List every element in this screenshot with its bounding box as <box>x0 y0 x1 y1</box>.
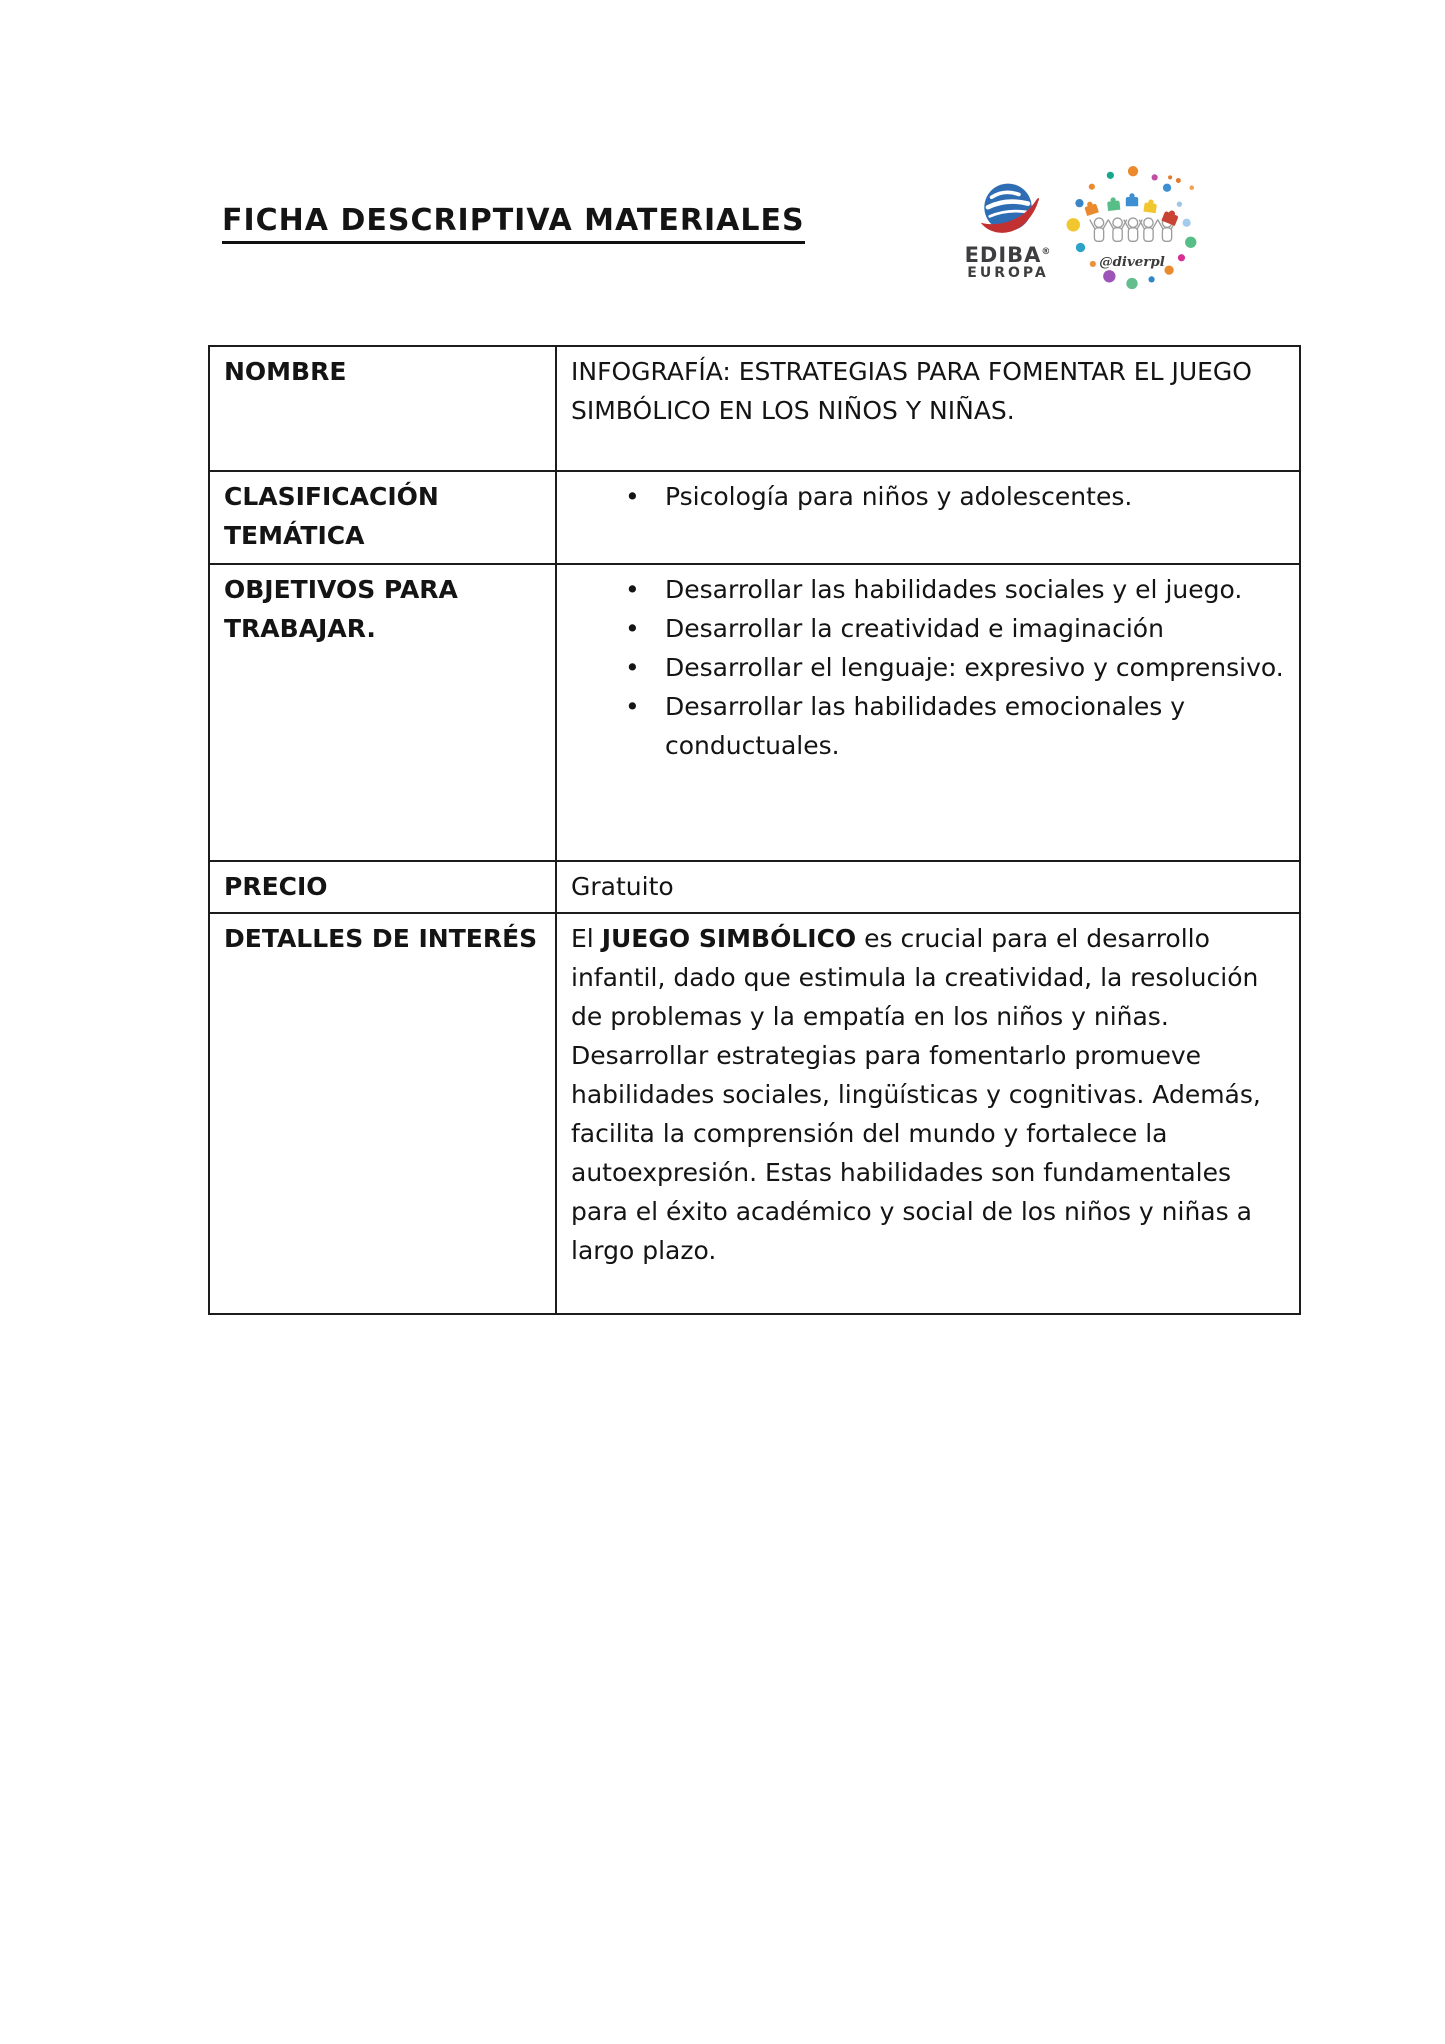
row-value-objetivos <box>556 564 1300 861</box>
row-value-nombre: INFOGRAFÍA: ESTRATEGIAS PARA FOMENTAR EL JUEGO SIMBÓLICO EN LOS NIÑOS Y NIÑAS. <box>556 346 1300 471</box>
bullet-list <box>571 477 1285 516</box>
materials-table <box>208 345 1301 1315</box>
row-label-objetivos: OBJETIVOS PARA TRABAJAR. <box>209 564 556 861</box>
diver-handle-text: @diverpl <box>1099 254 1165 270</box>
diver-logo <box>1064 164 1200 300</box>
row-value-precio: Gratuito <box>556 861 1300 913</box>
bullet-item: • Desarrollar el lenguaje: expresivo y comprensivo. <box>571 648 1285 687</box>
children-figures <box>1090 218 1177 241</box>
ediba-brand-text: EDIBA® <box>964 243 1052 267</box>
row-label-detalles: DETALLES DE INTERÉS <box>209 913 556 1314</box>
detalles-paragraph-2: Desarrollar estrategias para fomentarlo promueve habilidades sociales, lingüísticas y cognitivas. Además, facilita la comprensión del mundo y fortalece la autoexpresión. Estas habilidades son fundamentales para el éxito académico y social de los niños y niñas a largo plazo. <box>571 1041 1261 1265</box>
table-row <box>209 346 1300 471</box>
bullet-item: • Desarrollar la creatividad e imaginación <box>571 609 1285 648</box>
row-value-clasificacion <box>556 471 1300 564</box>
detalles-paragraph-1 <box>571 919 1285 1036</box>
detalles-p1-bold: JUEGO SIMBÓLICO <box>601 924 857 953</box>
bullet-list <box>571 570 1285 765</box>
ediba-logo <box>952 180 1064 281</box>
ediba-region-text: EUROPA <box>967 265 1049 281</box>
row-label-clasificacion: CLASIFICACIÓN TEMÁTICA <box>209 471 556 564</box>
detalles-p1-rest: es crucial para el desarrollo infantil, dado que estimula la creatividad, la resolución de problemas y la empatía en los niños y niñas. <box>571 924 1259 1031</box>
table-row <box>209 564 1300 861</box>
row-label-precio: PRECIO <box>209 861 556 913</box>
bullet-item: • Desarrollar las habilidades emocionales y conductuales. <box>571 687 1285 765</box>
row-label-nombre: NOMBRE <box>209 346 556 471</box>
dots-ring-icon <box>1064 164 1200 300</box>
table-row <box>209 913 1300 1314</box>
table-row <box>209 861 1300 913</box>
ediba-globe-icon <box>967 180 1049 240</box>
row-value-detalles <box>556 913 1300 1314</box>
bullet-item: • Desarrollar las habilidades sociales y el juego. <box>571 570 1285 609</box>
table-row <box>209 471 1300 564</box>
child-figure <box>1090 218 1109 241</box>
bullet-item: • Psicología para niños y adolescentes. <box>571 477 1285 516</box>
registered-mark: ® <box>1041 247 1052 257</box>
detalles-p1-prefix: El <box>571 924 602 953</box>
page-title: FICHA DESCRIPTIVA MATERIALES <box>222 203 805 244</box>
